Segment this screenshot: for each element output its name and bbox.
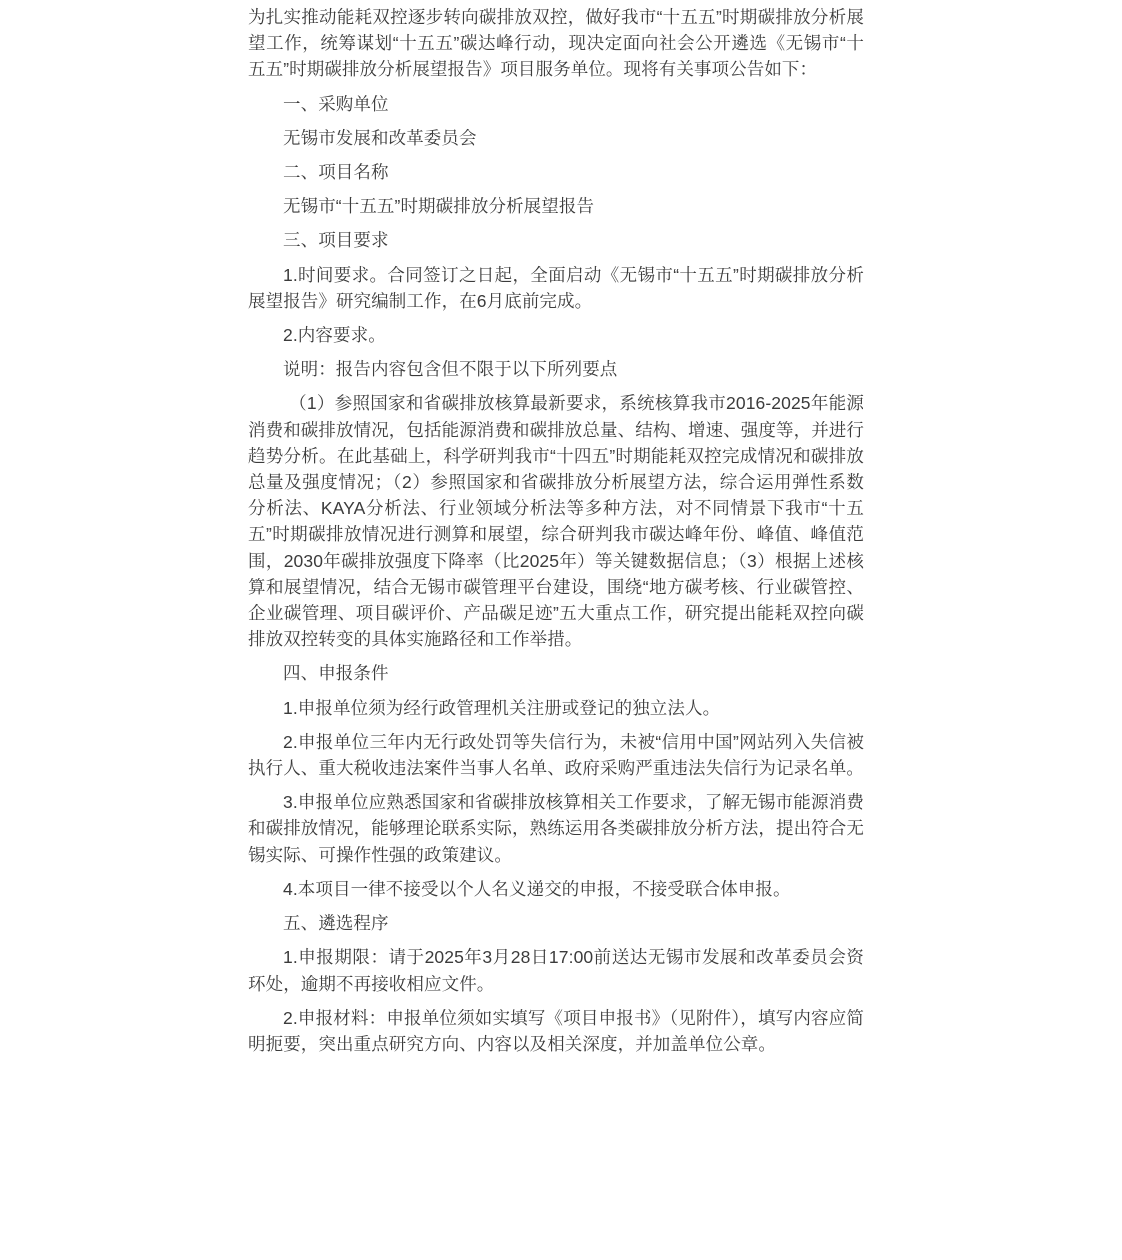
paragraph-condition-3: 3.申报单位应熟悉国家和省碳排放核算相关工作要求，了解无锡市能源消费和碳排放情况，能够理论联系实际，熟练运用各类碳排放分析方法，提出符合无锡实际、可操作性强的政策建议。 [248,792,864,865]
heading-section-5: 五、遴选程序 [283,913,389,934]
paragraph-procedure-materials: 2.申报材料：申报单位须如实填写《项目申报书》（见附件），填写内容应简明扼要，突出重点研究方向、内容以及相关深度，并加盖单位公章。 [248,1007,864,1054]
paragraph-purchasing-unit: 无锡市发展和改革委员会 [283,127,477,148]
paragraph-condition-1: 1.申报单位须为经行政管理机关注册或登记的独立法人。 [283,697,721,718]
paragraph-content-note: 说明：报告内容包含但不限于以下所列要点 [283,359,618,380]
paragraph-content-requirement: 2.内容要求。 [283,325,386,346]
paragraph-procedure-deadline: 1.申报期限：请于2025年3月28日17:00前送达无锡市发展和改革委员会资环处，逾期不再接收相应文件。 [248,947,864,994]
paragraph-lead: 为扎实推动能耗双控逐步转向碳排放双控，做好我市“十五五”时期碳排放分析展望工作，统筹谋划“十五五”碳达峰行动，现决定面向社会公开遴选《无锡市“十五五”时期碳排放分析展望报告》项目服务单位。现将有关事项公告如下： [248,7,864,80]
heading-section-4: 四、申报条件 [283,663,389,684]
heading-section-1: 一、采购单位 [283,93,389,114]
paragraph-time-requirement: 1.时间要求。合同签订之日起，全面启动《无锡市“十五五”时期碳排放分析展望报告》研究编制工作，在6月底前完成。 [248,264,864,311]
article-body [248,4,864,1065]
paragraph-condition-2: 2.申报单位三年内无行政处罚等失信行为，未被“信用中国”网站列入失信被执行人、重大税收违法案件当事人名单、政府采购严重违法失信行为记录名单。 [248,731,864,779]
paragraph-condition-4: 4.本项目一律不接受以个人名义递交的申报，不接受联合体申报。 [283,878,791,899]
heading-section-3: 三、项目要求 [283,230,389,251]
paragraph-project-name: 无锡市“十五五”时期碳排放分析展望报告 [283,196,595,217]
paragraph-content-points: （1）参照国家和省碳排放核算最新要求，系统核算我市2016-2025年能源消费和碳排放情况，包括能源消费和碳排放总量、结构、增速、强度等，并进行趋势分析。在此基础上，科学研判我市“十四五”时期能耗双控完成情况和碳排放总量及强度情况；（2）参照国家和省碳排放分析展望方法，综合运用弹性系数分析法、KAYA分析法、行业领域分析法等多种方法，对不同情景下我市“十五五”时期碳排放情况进行测算和展望，综合研判我市碳达峰年份、峰值、峰值范围，2030年碳排放强度下降率（比2025年）等关键数据信息；（3）根据上述核算和展望情况，结合无锡市碳管理平台建设，围绕“地方碳考核、行业碳管控、企业碳管理、项目碳评价、产品碳足迹”五大重点工作，研究提出能耗双控向碳排放双控转变的具体实施路径和工作举措。 [248,393,864,650]
heading-section-2: 二、项目名称 [283,162,389,183]
